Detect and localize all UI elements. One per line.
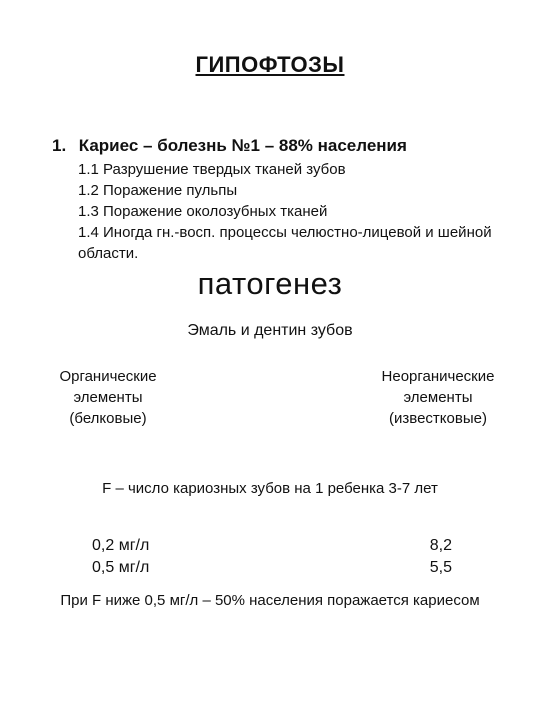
conclusion-text: При F ниже 0,5 мг/л – 50% населения поражается кариесом bbox=[60, 592, 480, 609]
sub-item-2: 1.2 Поражение пульпы bbox=[78, 182, 238, 199]
list-item-main bbox=[52, 136, 407, 156]
inorganic-line-2: элементы bbox=[403, 389, 473, 406]
page-title: ГИПОФТОЗЫ bbox=[195, 52, 345, 77]
sub-item-4: 1.4 Иногда гн.-восп. процессы челюстно-лицевой и шейной области. bbox=[78, 224, 492, 262]
organic-line-3: (белковые) bbox=[69, 410, 147, 427]
caries-count-values bbox=[400, 535, 452, 579]
enamel-heading: Эмаль и дентин зубов bbox=[187, 322, 353, 339]
organic-line-2: элементы bbox=[73, 389, 143, 406]
concentration-value-2: 0,5 мг/л bbox=[92, 559, 150, 576]
organic-line-1: Органические bbox=[59, 368, 157, 385]
caries-count-2: 5,5 bbox=[429, 559, 452, 576]
sub-item-3: 1.3 Поражение околозубных тканей bbox=[78, 203, 328, 220]
caries-count-1: 8,2 bbox=[429, 537, 452, 554]
pathogenesis-heading: патогенез bbox=[197, 266, 343, 301]
organic-elements bbox=[38, 366, 178, 429]
sub-item-1: 1.1 Разрушение твердых тканей зубов bbox=[78, 161, 346, 178]
inorganic-line-1: Неорганические bbox=[381, 368, 495, 385]
list-item-number: 1. bbox=[52, 136, 67, 155]
concentration-value-1: 0,2 мг/л bbox=[92, 537, 150, 554]
inorganic-elements bbox=[362, 366, 514, 429]
concentration-values bbox=[92, 535, 149, 579]
list-item-text: Кариес – болезнь №1 – 88% населения bbox=[78, 136, 407, 155]
f-definition: F – число кариозных зубов на 1 ребенка 3-7 лет bbox=[102, 480, 438, 497]
inorganic-line-3: (известковые) bbox=[389, 410, 487, 427]
